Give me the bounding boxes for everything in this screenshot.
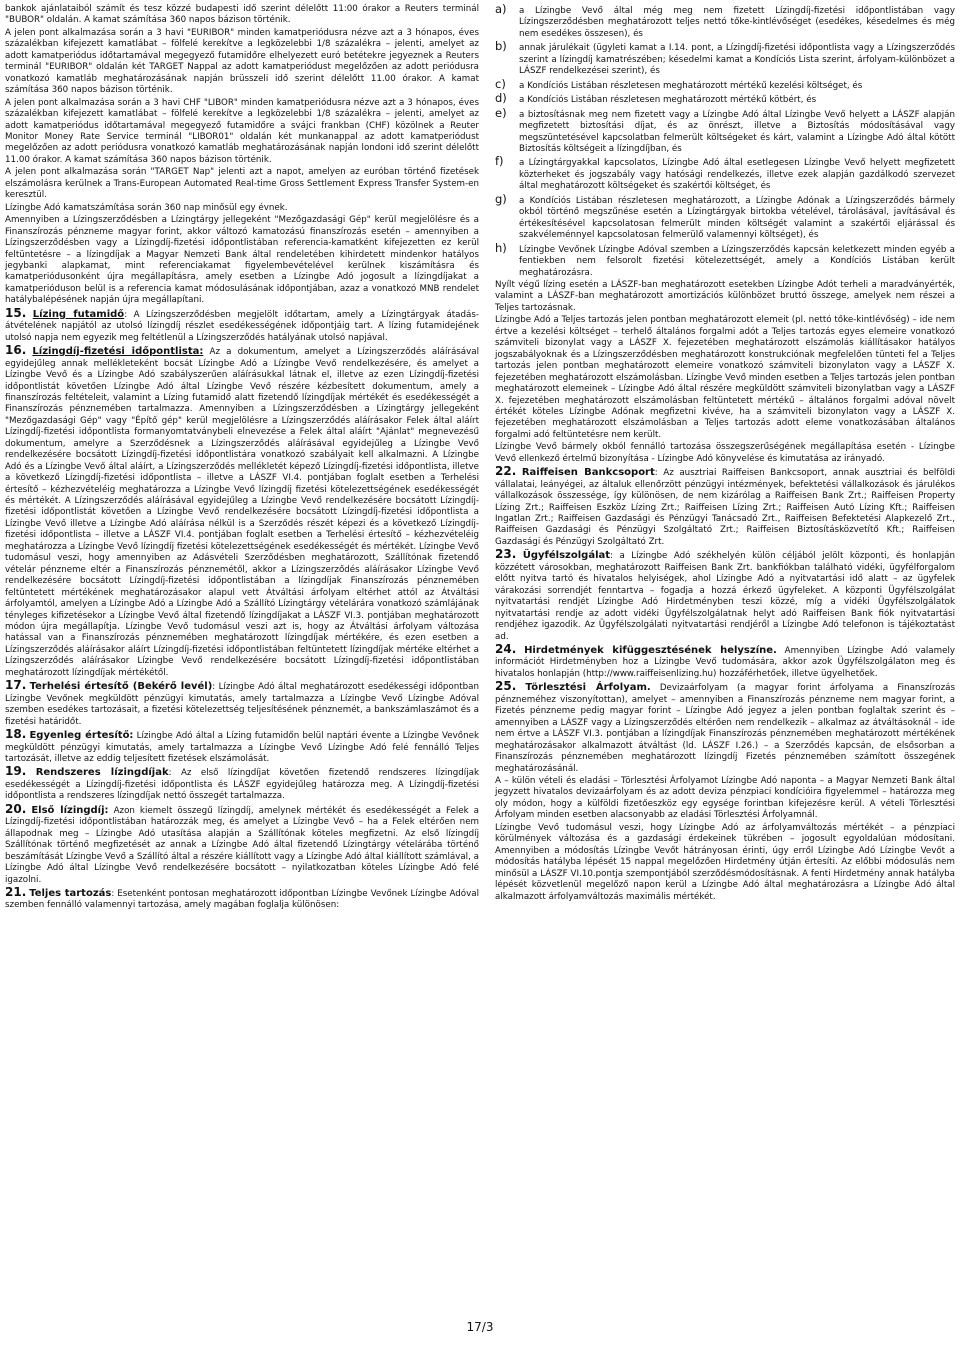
list-item-text: a biztosításnak meg nem fizetett vagy a Lízingbe Adó által Lízingbe Vevő helyett a LÁSZF alapján megfizetett biztosítási díjat, és az önrészt, illetve a Biztosítás módosításával vagy megszüntetésével kapcsolatban felmerült költségeket és kárt, valamint a Lízingbe Adó által kötött Biztosítás költségeit a lízingdíjban, és — [519, 109, 955, 154]
list-item — [495, 105, 955, 156]
page-number: 17/3 — [466, 1320, 494, 1334]
list-item-label: g) — [495, 191, 507, 206]
list-item-text: a Kondíciós Listában részletesen meghatározott mértékű kezelési költséget, és — [519, 80, 863, 91]
section-title: Törlesztési Árfolyam. — [525, 682, 651, 694]
section-number: 23. — [495, 547, 517, 562]
paragraph-euribor: A jelen pont alkalmazása során a 3 havi "EURIBOR" minden kamatperiódusra nézve azt a 3 hónapos, éves százalékban kifejezett kamatlábat – fölfelé kerekítve a legközelebbi 1/8 százalékra – jelenti, amelyet az adott kamatperiódus időtartamával megegyező futamidőre elhelyezett euró betétekre jegyeznek a Reuters terminál "EURIBOR" oldalán két TARGET Nappal az adott kamatperiódust megelőzően az adott periódusra vonatkozó kamatláb meghatározásának napján brüsszeli idő szerint délelőtt 11.00 órakor. A kamat számítása 360 napos bázison történik. — [5, 27, 479, 96]
paragraph-360-nap: Lízingbe Adó kamatszámítása során 360 nap minősül egy évnek. — [5, 202, 288, 213]
list-item — [495, 41, 955, 77]
list-item-label: e) — [495, 105, 507, 120]
section-number: 22. — [495, 464, 517, 479]
list-item-label: c) — [495, 76, 506, 91]
section-20 — [5, 801, 480, 886]
section-text: Lízingbe Adó által a Lízing futamidőn belül naptári évente a Lízingbe Vevőnek megküldött pénzügyi kimutatás, amely tartalmazza a Lízingbe Vevő Lízingbe Adó felé fennálló Teljes tartozását, illetve az eddig teljesített fizetések elszámolását. — [5, 731, 479, 764]
paragraph-target-nap: A jelen pont alkalmazása során "TARGET Nap" jelenti azt a napot, amelyen az euróban történő fizetések elszámolásra kerülnek a Trans-European Automated Real-time Gross Settlement Express Transfer System-en keresztül. — [5, 167, 479, 201]
section-25 — [495, 681, 955, 775]
section-text: : Esetenként pontosan meghatározott időpontban Lízingbe Vevőnek Lízingbe Adóval szemben fennálló valamennyi tartozása, amely magában foglalja különösen: — [5, 888, 479, 911]
list-item — [495, 191, 955, 242]
section-number: 16. — [5, 343, 27, 358]
paragraph-bubor: bankok ajánlataiból számít és tesz közzé budapesti idő szerint délelőtt 11:00 órakor a Reuters terminál "BUBOR" oldalán. A kamat számítása 360 napos bázison történik. — [5, 4, 479, 26]
list-item-label: a) — [495, 2, 507, 16]
section-number: 17. — [5, 678, 27, 693]
paragraph-mezogazdasagi-gep: Amennyiben a Lízingszerződésben a Lízingtárgy jellegeként "Mezőgazdasági Gép" kerül megjelölésre és a Finanszírozás pénzneme magyar forint, akkor változó kamatozású finanszírozás esetén – amennyiben a Lízingszerződésben vagy a Lízingdíj-fizetési időpontlistában referencia-kamatként kifejezetten ez kerül feltüntetésre – a lízingdíjak a Magyar Nemzeti Bank által rendeletében kihirdetett mindenkor hatályos jegybanki alapkamat, mint referenciakamat figyelembevételével kerülnek kiszámításra és kamatperiódusonként újra megállapításra, amely esetben a Lízingbe Adó jogosult a lízingdíjakat a kamatperióduson belül is a referencia kamat módosulásának időpontjában, azaz a vonatkozó MNB rendelet hatálybalépésének napján újra megállapítani. — [5, 215, 479, 306]
paragraph-arfolyamvaltozas: Lízingbe Vevő tudomásul veszi, hogy Lízingbe Adó az árfolyamváltozás mértékét – a pénzpiaci körülmények változása és a gazdasági érdekeinek tükrében – jogosult egyoldalúan módosítani. Amennyiben a módosítás Lízingbe Vevőt hátrányosan érinti, úgy erről Lízingbe Adó Lízingbe Vevőt a módosítás hatályba lépését 15 nappal megelőzően Hirdetmény útján értesíti. Az előbbi módosulás nem minősül a LÁSZF VI.10.pontja szempontjából szerződésmódosításnak. A fenti Hirdetmény annak hatályba lépését közvetlenül megelőző napon kerül a Lízingbe Adó által meghatározásra a Lízingbe Adó által alkalmazott árfolyamváltozás maximális mértékét. — [495, 822, 955, 902]
section-23 — [495, 549, 955, 643]
section-title: Hirdetmények kifüggesztésének helyszíne. — [524, 645, 777, 657]
section-text: : Lízingbe Adó által meghatározott esedékességi időpontban Lízingbe Vevőnek megküldött pénzügyi kimutatás, amely tartalmazza a Lízingbe Vevő Lízingbe Adóval szemben esedékes tartozásait, a fizetési kötelezettség teljesítésének pénznemét, a bankszámlaszámot és a fizetési határidőt. — [5, 682, 479, 727]
section-number: 19. — [5, 764, 27, 779]
section-24 — [495, 644, 955, 680]
list-item-text: a Lízingtárgyakkal kapcsolatos, Lízingbe Adó által esetlegesen Lízingbe Vevő helyett megfizetett közterheket és jogszabály vagy hatósági rendelkezés, illetve ezek alapján gazdálkodó szervezet által meghatározott költségeket és szakértői költséget, és — [519, 158, 955, 192]
list-item-label: b) — [495, 39, 507, 54]
section-text: Azon kiemelt összegű lízingdíj, amelynek mértékét és esedékességét a Felek a Lízingdíj-fizetési időpontlistában határozzák meg, és amelyet a Lízingbe Vevő – ha a Felek eltérően nem állapodnak meg – Lízingbe Adó utasítása alapján a Szállítónak köteles megfizetni. Az első lízingdíj Szállítónak történő megfizetését az annak a Lízingbe Adó által fizetendő Lízingtárgy vételárába történő beszámítását Lízingbe Vevő a Szállító által a részére kiállított vagy a Lízingbe Adó által kiállított számlával, a Lízingbe Adó által Lízingbe Vevő rendelkezésére bocsátott – nyilatkozatban köteles Lízingbe Adó felé igazolni. — [5, 805, 480, 885]
section-text: Amennyiben Lízingbe Adó valamely információt Hirdetményben hoz a Lízingbe Vevő tudomására, akkor azok Ügyfélszolgálaton meg és hivatalos honlapján (http://www.raiffeisenlizing.hu) hozzáférhetőek, illetve ügyelhetőek. — [495, 646, 955, 679]
list-item — [495, 93, 955, 106]
section-number: 25. — [495, 679, 517, 694]
paragraph-nyilt-vegu: Nyílt végű lízing esetén a LÁSZF-ban meghatározott esetekben Lízingbe Adót terheli a maradványérték, valamint a LÁSZF-ban meghatározott amortizációs különbözet bruttó összege, amelyek nem részei a Teljes tartozásnak. — [495, 279, 955, 313]
section-text: : Az első lízingdíjat követően fizetendő rendszeres lízingdíjak esedékességét a Lízingdíj-fizetési időpontlista és LÁSZF egyidejűleg határozza meg. A Lízingdíj-fizetési időpontlista a rendszeres lízingdíjak nettó összegét tartalmazza. — [5, 768, 479, 802]
list-item — [495, 240, 955, 279]
section-number: 15. — [5, 305, 27, 320]
section-21 — [5, 884, 479, 912]
section-title: Első lízingdíj: — [31, 804, 109, 816]
section-title: Raiffeisen Bankcsoport — [521, 467, 655, 479]
list-item-text: a Kondíciós Listában részletesen meghatározott mértékű kötbért, és — [519, 95, 817, 106]
section-22 — [495, 466, 955, 548]
section-text: : Az ausztriai Raiffeisen Bankcsoport, annak ausztriai és belföldi vállalatai, leányégei, az általuk ellenőrzött pénzügyi intézmények, befektetési vállalkozások és járulékos vállalkozások összessége, így különösen, de nem kizárólag a Raiffeisen Bank Zrt.; Raiffeisen Property Lízing Zrt.; Raiffeisen Eszköz Lízing Zrt.; Raiffeisen Lízing Zrt.; Raiffeisen Autó Lízing Kft.; Raiffeisen Ingatlan Zrt.; Raiffeisen Gazdasági és Pénzügyi Tanácsadó Zrt., Raiffeisen Befektetési Alapkezelő Zrt., Raiffeisen Gazdasági és Pénzügyi Szolgáltató Zrt.; Raiffeisen Biztosításközvetítő Kft.; Raiffeisen Gazdasági és Pénzügyi Szolgáltató Zrt. — [495, 468, 956, 547]
section-17 — [5, 680, 479, 728]
paragraph-tartozas: Lízingbe Vevő bármely okból fennálló tartozása összegszerűségének megállapítása esetén - Lízingbe Vevő ellenkező értelmű bizonyítása - Lízingbe Adó könyvelése és kimutatása az irányadó. — [495, 442, 955, 464]
section-15 — [5, 305, 479, 344]
list-item — [495, 156, 955, 192]
section-number: 21. — [5, 884, 27, 899]
list-item — [495, 4, 955, 40]
section-title: Teljes tartozás — [29, 887, 112, 899]
section-number: 20. — [5, 801, 27, 816]
section-text: Az a dokumentum, amelyet a Lízingszerződés aláírásával egyidejűleg annak mellékleteként bocsát Lízingbe Adó a Lízingbe Vevő rendelkezésére, és amelyet a Lízingbe Vevő és a Lízingbe Adó szabályszerűen aláírásukkal látnak el, illetve az ezen Lízingdíj-fizetési időpontlistát követően Lízingbe Adó által Lízingbe Vevő részére kézbesített dokumentum, amely a finanszírozás feltételeit, valamint a Lízing futamidő alatt fizetendő lízingdíjak mértékét és esedékességét a Finanszírozás pénznemében tartalmazza. Amennyiben a Lízingszerződésben a Lízingtárgy jellegeként "Mezőgazdasági Gép" vagy "Építő gép" kerül megjelölésre a Lízingszerződés aláírásakor Felek által aláírt Lízingdíj-fizetési időpontlista formanyomtatványbeli elnevezése a Felek által aláírt "Ajánlat" megnevezésű dokumentum, amelyre a Szerződésnek a Lízingszerződés aláírásával egyidejűleg a Lízingbe Vevő rendelkezésére bocsátott Lízingdíj-fizetési időpontlistára vonatkozó szabályait kell alkalmazni. A Lízingbe Adó és a Lízingbe Vevő által aláírt, a Lízingszerződés mellékletét képező Lízingdíj-fizetési időpontlista, illetve a következő Lízingdíj-fizetési időpontlista – illetve a LÁSZF VI.4. pontjában foglalt esetben a Terhelési értesítő – kézhezvételéig meghatározza a Lízingbe Vevő lízingdíj fizetési kötelezettségének esedékességét és mértékét. A Lízingszerződés aláírásával egyidejűleg a Lízingbe Vevő rendelkezésére bocsátott Lízingdíj-fizetési időpontlistát követően a Lízingbe Vevő rendelkezésére bocsátott Lízingdíj-fizetési időpontlista a Lízingbe Vevő illetve a Lízingbe Adó aláírása nélkül is a Szerződés részét képezi és a következő Lízingdíj-fizetési időpontlista – illetve a LÁSZF VI.4. pontjában foglalt esetben a Terhelési értesítő – kézhezvételéig meghatározza a Lízingbe Vevő lízingdíj fizetési kötelezettségének esedékességét és mértékét. Lízingbe Vevő tudomásul veszi, hogy amennyiben az Adásvételi Szerződésben meghatározott, Szállítónak fizetendő vételár pénzneme eltér a Finanszírozás pénznemétől, akkor a Lízingszerződés aláírásakor Lízingbe Vevő rendelkezésére bocsátott Lízingdíj-fizetési időpontlistában a lízingdíjak Finanszírozás pénznemében feltüntetett mértékének meghatározásakor alapul vett Átváltási árfolyam eltérhet attól az Átváltási árfolyamtól, amelyen a Lízingbe Adó a Lízingbe Adó a Szállító Lízingtárgy vételárára vonatkozó számlájának tényleges kifizetésekor a Lízingbe Vevő által fizetendő lízingdíjakat a LÁSZF VI.3. pontjában meghatározott módon újra megállapítja. Lízingbe Vevő tudomásul veszi azt is, hogy az Átváltási árfolyam változása hatással van a Finanszírozás pénznemében meghatározott lízingdíjak mértékére, és ezen esetben a Lízingszerződés aláírásakor aláírt Lízingdíj-fizetési időpontlistában feltüntetett lízingdíjak mértéke eltérhet a Lízingszerződés aláírásakor Lízingbe Vevő rendelkezésére bocsátott Lízingdíj-fizetési időpontlistában meghatározott lízingdíjak mértékétől. — [5, 347, 479, 678]
section-title: Rendszeres lízingdíjak — [35, 767, 169, 779]
list-item-text: a Lízingbe Vevő által még meg nem fizetett Lízingdíj-fizetési időpontlistában vagy Lízingszerződésben meghatározott teljes nettó tőke-kintlévőséget (esedékes, késedelmes és még nem esedékes összesen), és — [519, 6, 955, 39]
list-item-label: d) — [495, 91, 507, 106]
list-item — [495, 76, 955, 92]
list-item-label: f) — [495, 154, 504, 169]
section-number: 18. — [5, 727, 27, 742]
section-text: : a Lízingbe Adó székhelyén külön céljából jelölt központi, és honlapján közzétett városokban, meghatározott Raiffeisen Bank Zrt. bankfiókban található vidéki, ügyfélforgalom előtt nyitva tartó és hivatalos helyiségek, ahol Lízingbe Adó a nyitvatartási idő alatt – az ügyfelek várakozási sorrendjét fenntartva – fogadja a hozzá érkező ügyfeleket. A központi Ügyfélszolgálat nyitvatartási rendjét Lízingbe Adó Hirdetményben teszi közzé, míg a vidéki Ügyfélszolgálatok nyitvatartási rendje az adott vidéki Ügyfélszolgálatnak helyt adó Raiffeisen Bank fiók nyitvatartási rendjéhez igazodik. Az Ügyfélszolgálati nyitvatartási rendjéről a Lízingbe Adó telefonon is tájékoztatást ad. — [495, 551, 955, 642]
section-19 — [5, 766, 479, 802]
section-title: Egyenleg értesítő: — [29, 730, 134, 742]
list-item-text: annak járulékait (ügyleti kamat a I.14. pont, a Lízingdíj-fizetési időpontlista vagy a Lízingszerződés szerint a lízingdíj kamatrészében; késedelmi kamat a Kondíciós Lista szerint, árfolyam-különbözet a LÁSZF rendelkezései szerint), és — [519, 43, 955, 77]
section-number: 24. — [495, 642, 517, 657]
section-title: Lízingdíj-fizetési időpontlista: — [32, 346, 204, 358]
left-column — [5, 4, 479, 913]
paragraph-afa: Lízingbe Adó a Teljes tartozás jelen pontban meghatározott elemeit (pl. nettó tőke-kintlévőség) – ide nem értve a kezelési költséget – terhelő általános forgalmi adót a Teljes tartozás egyes elemeire vonatkozó számviteli bizonylat vagy a LÁSZF X. fejezetében meghatározott elszámolás kiállításakor hatályos jogszabályoknak és a Lízingszerződésben meghatározott konstrukciónak megfelelően tünteti fel a Teljes tartozás jelen pontban meghatározott elemeire vonatkozó számviteli bizonylaton vagy a LÁSZF X. fejezetében meghatározott elszámolásban. Lízingbe Vevő minden esetben a Teljes tartozás jelen pontban meghatározott elemeinek – Lízingbe Adó által részére megküldött számviteli bizonylatban vagy a LÁSZF X. fejezetében meghatározott elszámolásban feltüntetett mértékű – általános forgalmi adóval növelt értékét köteles Lízingbe Adónak megfizetni kivéve, ha a számviteli bizonylaton vagy a LÁSZF X. fejezetében meghatározott elszámolásban a Teljes tartozás adott eleme vonatkozásában általános forgalmi adó feltüntetésre nem került. — [495, 315, 955, 440]
section-title: Lízing futamidő — [32, 308, 125, 320]
paragraph-torlesztesi-arfolyam: A – külön vételi és eladási – Törlesztési Árfolyamot Lízingbe Adó naponta – a Magyar Nemzeti Bank által jegyzett hivatalos devizaárfolyam és az adott deviza pénzpiaci kondícióira figyelemmel – határozza meg oly módon, hogy a külföldi fizetőeszköz egy egysége forintban kifejezésre kerül. A vételi Törlesztési Árfolyam minden esetben alacsonyabb az eladási Törlesztési Árfolyamnál. — [495, 776, 955, 821]
section-18 — [5, 729, 479, 765]
list-item-text: Lízingbe Vevőnek Lízingbe Adóval szemben a Lízingszerződés kapcsán keletkezett minden egyéb a fentiekben nem felsorolt fizetési kötelezettségét, amely a Kondíciós Listában került meghatározásra. — [519, 244, 955, 278]
paragraph-libor: A jelen pont alkalmazása során a 3 havi CHF "LIBOR" minden kamatperiódusra nézve azt a 3 hónapos, éves százalékban kifejezett kamatlábat – fölfelé kerekítve a legközelebbi 1/8 százalékra – jelenti, amelyet az adott kamatperiódus időtartamával megegyező futamidőre a svájci frankban (CHF) közölnek a Reuter Monitor Money Rate Service terminál "LIBOR01" oldalán két munkanappal az adott kamatperiódust megelőzően az adott periódusra vonatkozó kamatláb meghatározásának napján londoni idő szerint délelőtt 11.00 órakor. A kamat számítása 360 napos bázison történik. — [5, 97, 479, 165]
section-16 — [5, 345, 479, 679]
section-text: : A Lízingszerződésben megjelölt időtartam, amely a Lízingtárgyak átadás-átvételének napjától az utolsó lízingdíj részlet esedékességének időpontjáig tart. A lízing futamidejének utolsó napja nem egyezik meg feltétlenül a Lízingszerződés hatályának utolsó napjával. — [5, 309, 479, 343]
section-title: Ügyfélszolgálat — [522, 550, 611, 562]
section-title: Terhelési értesítő (Bekérő levél) — [29, 681, 213, 693]
list-item-label: h) — [495, 240, 507, 255]
list-item-text: a Kondíciós Listában részletesen meghatározott, a Lízingbe Adónak a Lízingszerződés bármely okból történő megszűnése esetén a Lízingtárgyak birtokba vételével, tárolásával, javításával és értékesítésével kapcsolatosan felmerült minden költségét valamint a szakértői eljárással és szakvéleménnyel kapcsolatosan felmerülő valamennyi költséget), és — [519, 195, 955, 241]
right-column — [495, 4, 955, 904]
section-text: Devizaárfolyam (a magyar forint árfolyama a Finanszírozás pénzneméhez viszonyítottan), amelyet – amennyiben a Finanszírozás pénzneme nem magyar forint, a Fizetés pénzneme pedig magyar forint – Lízingbe Adó jegyez a jelen pontban foglaltak szerint és – amennyiben a LÁSZF vagy a Lízingszerződés eltérően nem rendelkezik – alkalmaz az átváltásoknál – ide nem értve a LÁSZF VI.3. pontjában a lízingdíjak Finanszírozás pénznemében meghatározott mértékének meghatározásakor alkalmazott átváltást (ld. LÁSZF I.26.) – a Szerződés kapcsán, de elsősorban a Finanszírozás pénznemében meghatározott lízingdíj Fizetés pénznemében számított összegének meghatározásánál. — [495, 683, 955, 774]
